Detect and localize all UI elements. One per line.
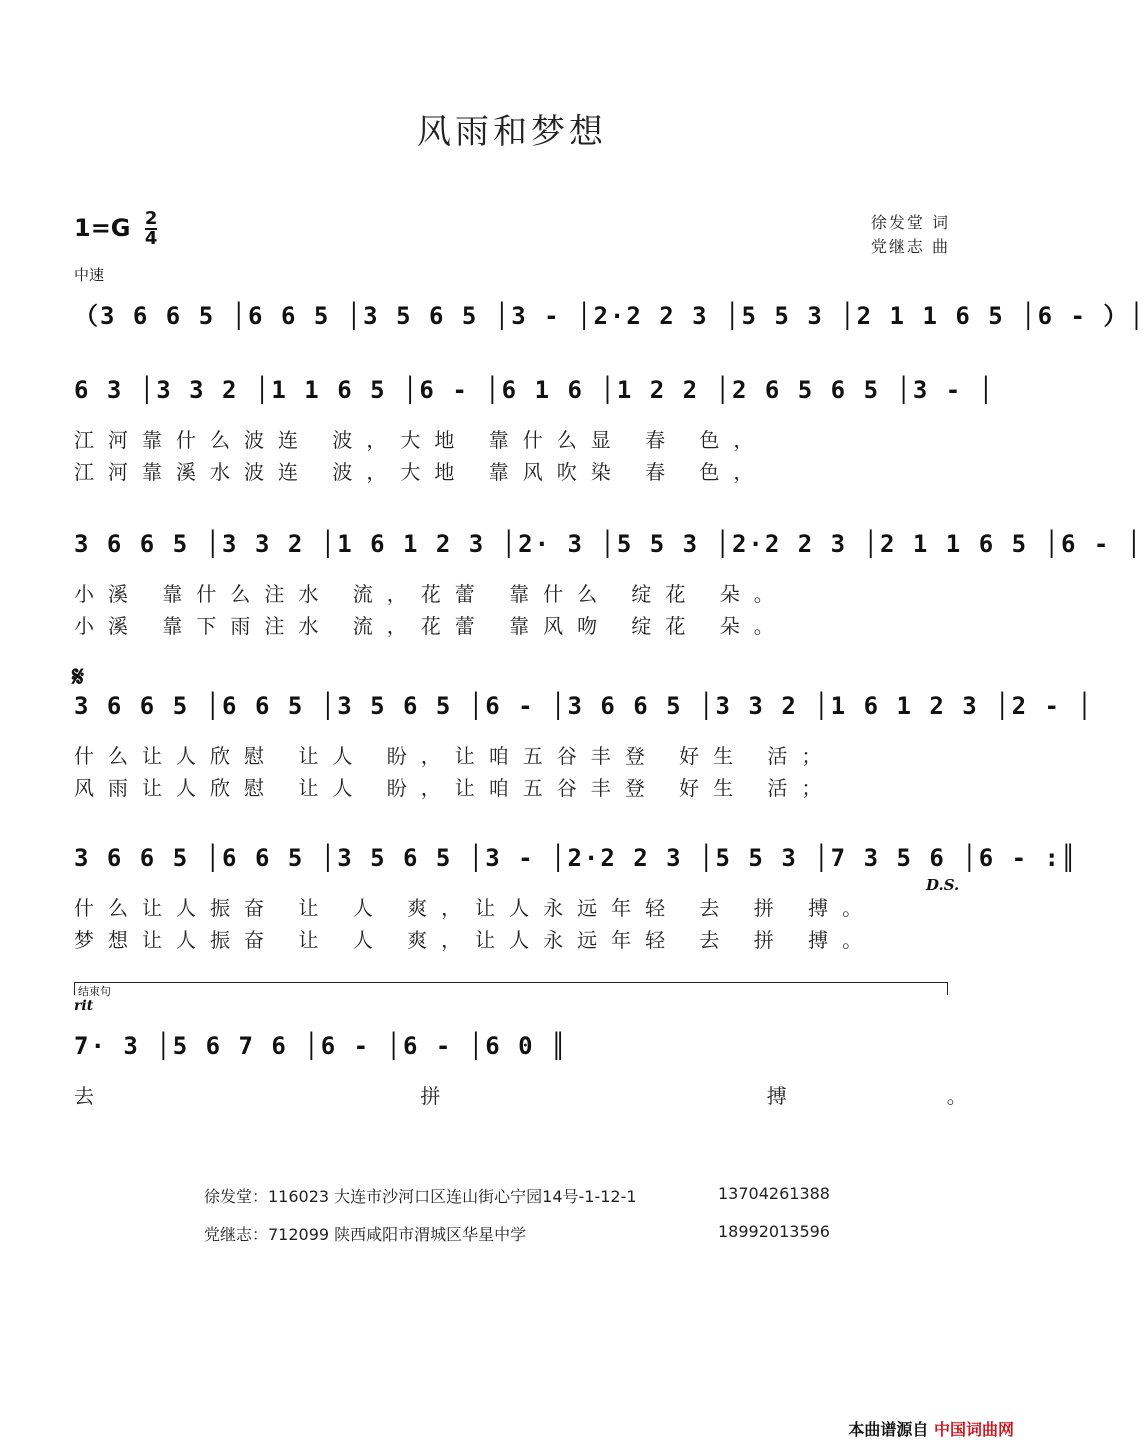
contact-phone: 13704261388 — [718, 1184, 830, 1203]
lyric-ending: 去 拼 搏。 — [74, 1084, 1127, 1108]
notation-line: 3 6 6 5 │6 6 5 │3 5 6 5 │6 - │3 6 6 5 │3 3 2 │1 6 1 2 3 │2 - │ — [74, 692, 1094, 720]
lyricist-credit: 徐发堂 词 — [870, 213, 950, 232]
notation-line: 3 6 6 5 │3 3 2 │1 6 1 2 3 │2· 3 │5 5 3 │2·2 2 3 │2 1 1 6 5 │6 - │ — [74, 530, 1144, 558]
notation-line: 6 3 │3 3 2 │1 1 6 5 │6 - │6 1 6 │1 2 2 │2 6 5 6 5 │3 - │ — [74, 376, 996, 404]
lyric-verse-2: 小溪 靠下雨注水 流，花蕾 靠风吻 绽花 朵。 — [74, 614, 788, 638]
contact-address: 徐发堂：116023 大连市沙河口区连山街心宁园14号-1-12-1 — [204, 1187, 637, 1206]
contact-address: 党继志：712099 陕西咸阳市渭城区华星中学 — [204, 1225, 527, 1244]
page-title: 风雨和梦想 — [417, 112, 607, 152]
footer-site-link[interactable]: 中国词曲网 — [933, 1420, 1014, 1439]
notation-line: 3 6 6 5 │6 6 5 │3 5 6 5 │3 - │2·2 2 3 │5 5 3 │7 3 5 6 │6 - :║ — [74, 844, 1078, 872]
rit-marking: rit — [74, 998, 94, 1014]
composer-credit: 党继志 曲 — [870, 237, 950, 256]
segno-sign: 𝄋 — [72, 660, 85, 693]
lyric-verse-2: 风雨让人欣慰 让人 盼，让咱五谷丰登 好生 活； — [74, 776, 836, 800]
lyric-verse-1: 江河靠什么波连 波，大地 靠什么显 春 色， — [74, 428, 768, 452]
notation-line: 7· 3 │5 6 7 6 │6 - │6 - │6 0 ║ — [74, 1032, 568, 1060]
time-bottom: 4 — [144, 228, 158, 249]
ending-label: 结束句 — [78, 985, 111, 998]
notation-line: （3 6 6 5 │6 6 5 │3 5 6 5 │3 - │2·2 2 3 │5 5 3 │2 1 1 6 5 │6 - ）│ — [74, 302, 1146, 330]
lyric-verse-1: 什么让人振奋 让 人 爽，让人永远年轻 去 拼 搏。 — [74, 896, 877, 920]
lyric-verse-2: 梦想让人振奋 让 人 爽，让人永远年轻 去 拼 搏。 — [74, 928, 877, 952]
dal-segno-mark: D.S. — [926, 876, 960, 894]
time-signature — [145, 210, 158, 248]
contact-composer — [204, 1222, 830, 1245]
lyric-verse-2: 江河靠溪水波连 波，大地 靠风吹染 春 色， — [74, 460, 768, 484]
footer-prefix: 本曲谱源自 — [848, 1420, 929, 1439]
lyric-verse-1: 什么让人欣慰 让人 盼，让咱五谷丰登 好生 活； — [74, 744, 836, 768]
contact-phone: 18992013596 — [718, 1222, 830, 1241]
lyric-verse-1: 小溪 靠什么注水 流，花蕾 靠什么 绽花 朵。 — [74, 582, 788, 606]
tempo-marking: 中速 — [74, 266, 105, 284]
key-signature — [74, 210, 157, 248]
source-footer — [848, 1417, 1014, 1440]
contact-lyricist — [204, 1184, 830, 1207]
time-top: 2 — [144, 208, 158, 229]
score-system-intro — [74, 296, 1146, 356]
key-label: 1=G — [74, 214, 131, 242]
ending-bracket — [74, 982, 948, 995]
